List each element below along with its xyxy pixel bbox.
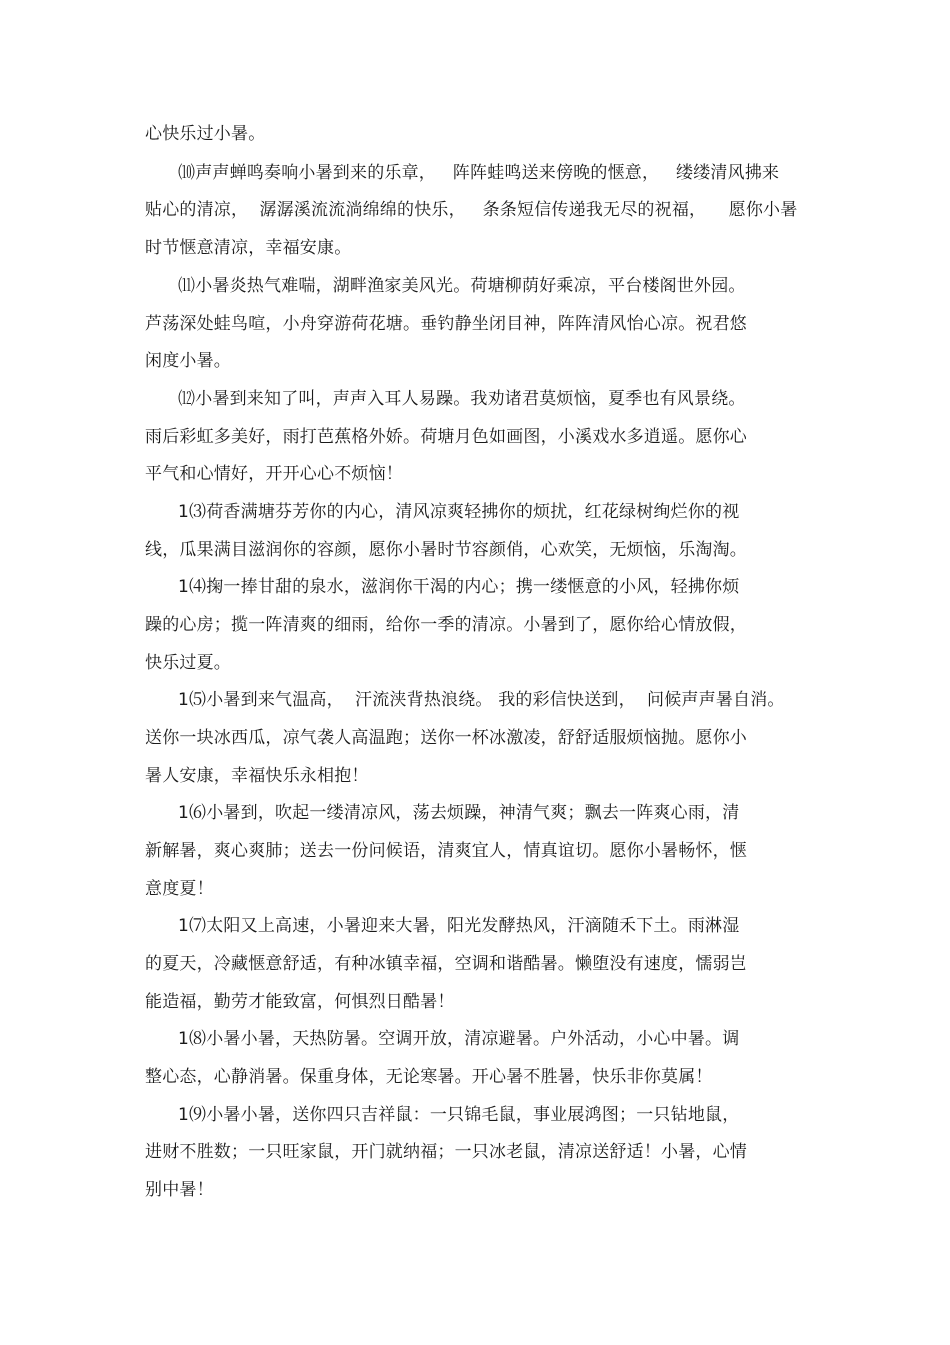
paragraph-10-line-2: 贴心的清凉， 潺潺溪流流淌绵绵的快乐， 条条短信传递我无尽的祝福， 愿你小暑 — [145, 200, 798, 220]
paragraph-10-line-1: ⑽声声蝉鸣奏响小暑到来的乐章， 阵阵蛙鸣送来傍晚的惬意， 缕缕清风拂来 — [178, 163, 780, 183]
paragraph-12-line-1: ⑿小暑到来知了叫，声声入耳人易躁。我劝诸君莫烦恼，夏季也有风景绕。 — [178, 389, 746, 409]
paragraph-17-line-3: 能造福，勤劳才能致富，何惧烈日酷暑！ — [145, 992, 455, 1012]
paragraph-11-line-3: 闲度小暑。 — [145, 351, 231, 371]
paragraph-17-line-1: 1⑺太阳又上高速，小暑迎来大暑，阳光发酵热风，汗滴随禾下土。雨淋湿 — [178, 916, 740, 936]
paragraph-16-line-2: 新解暑，爽心爽肺；送去一份问候语，清爽宜人，情真谊切。愿你小暑畅怀，惬 — [145, 841, 747, 861]
paragraph-12-line-3: 平气和心情好，开开心心不烦恼！ — [145, 464, 403, 484]
paragraph-12-line-2: 雨后彩虹多美好，雨打芭蕉格外娇。荷塘月色如画图，小溪戏水多逍遥。愿你心 — [145, 427, 747, 447]
paragraph-11-line-1: ⑾小暑炎热气难喘，湖畔渔家美风光。荷塘柳荫好乘凉，平台楼阁世外园。 — [178, 276, 746, 296]
paragraph-15-line-2: 送你一块冰西瓜，凉气袭人高温跑；送你一杯冰激凌，舒舒适服烦恼抛。愿你小 — [145, 728, 747, 748]
paragraph-19-line-1: 1⑼小暑小暑，送你四只吉祥鼠：一只锦毛鼠，事业展鸿图；一只钻地鼠， — [178, 1105, 740, 1125]
paragraph-14-line-1: 1⑷掬一捧甘甜的泉水，滋润你干渴的内心；携一缕惬意的小风，轻拂你烦 — [178, 577, 740, 597]
paragraph-19-line-3: 别中暑！ — [145, 1180, 214, 1200]
paragraph-15-line-1: 1⑸小暑到来气温高， 汗流浃背热浪绕。 我的彩信快送到， 问候声声暑自消。 — [178, 690, 785, 710]
paragraph-14-line-3: 快乐过夏。 — [145, 653, 231, 673]
text-line: 心快乐过小暑。 — [145, 124, 266, 144]
paragraph-16-line-1: 1⑹小暑到，吹起一缕清凉风，荡去烦躁，神清气爽；飘去一阵爽心雨，清 — [178, 803, 740, 823]
paragraph-10-line-3: 时节惬意清凉，幸福安康。 — [145, 238, 352, 258]
paragraph-18-line-2: 整心态，心静消暑。保重身体，无论寒暑。开心暑不胜暑，快乐非你莫属！ — [145, 1067, 713, 1087]
paragraph-15-line-3: 暑人安康，幸福快乐永相抱！ — [145, 766, 369, 786]
paragraph-14-line-2: 躁的心房；揽一阵清爽的细雨，给你一季的清凉。小暑到了，愿你给心情放假， — [145, 615, 747, 635]
paragraph-19-line-2: 进财不胜数；一只旺家鼠，开门就纳福；一只冰老鼠，清凉送舒适！小暑，心情 — [145, 1142, 747, 1162]
paragraph-13-line-1: 1⑶荷香满塘芬芳你的内心，清风凉爽轻拂你的烦扰，红花绿树绚烂你的视 — [178, 502, 740, 522]
paragraph-18-line-1: 1⑻小暑小暑，天热防暑。空调开放，清凉避暑。户外活动，小心中暑。调 — [178, 1029, 740, 1049]
paragraph-13-line-2: 线，瓜果满目滋润你的容颜，愿你小暑时节容颜俏，心欢笑，无烦恼，乐淘淘。 — [145, 540, 747, 560]
paragraph-16-line-3: 意度夏！ — [145, 879, 214, 899]
paragraph-17-line-2: 的夏天，冷藏惬意舒适，有种冰镇幸福，空调和谐酷暑。懒堕没有速度，懦弱岂 — [145, 954, 747, 974]
paragraph-11-line-2: 芦荡深处蛙鸟喧，小舟穿游荷花塘。垂钓静坐闭目神，阵阵清风怡心凉。祝君悠 — [145, 314, 747, 334]
